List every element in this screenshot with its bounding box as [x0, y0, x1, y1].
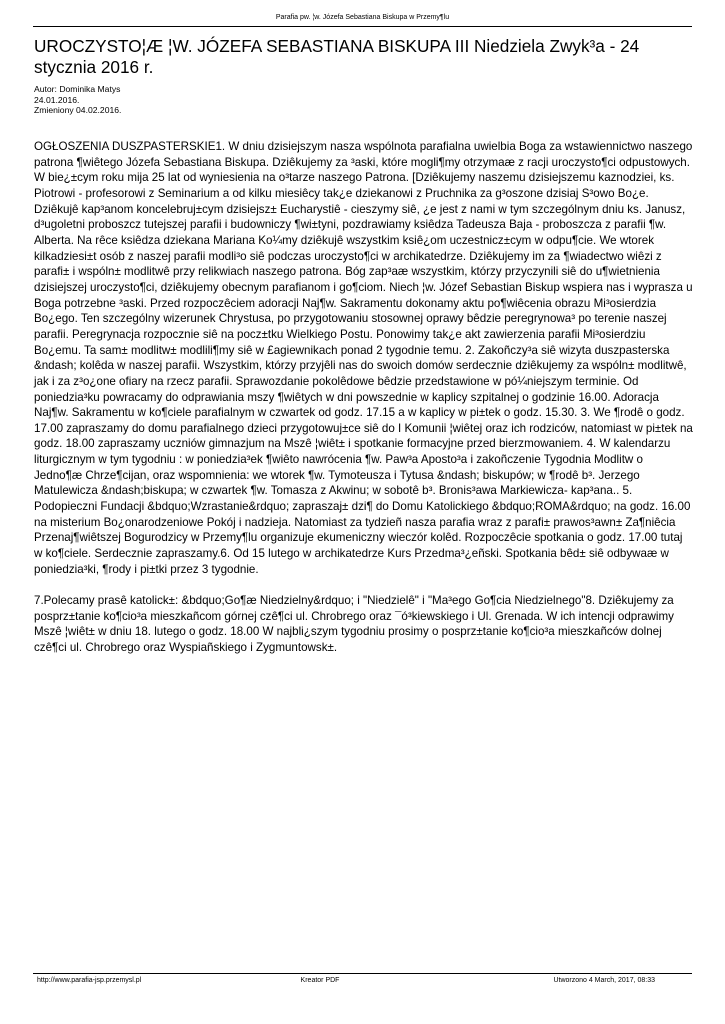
document-title: UROCZYSTO¦Æ ¦W. JÓZEFA SEBASTIANA BISKUPA III Niedziela Zwyk³a - 24 stycznia 2016 r. [34, 36, 640, 77]
footer-created: Utworzono 4 March, 2017, 08:33 [553, 977, 655, 984]
document-meta [34, 84, 121, 116]
page-header: Parafia pw. ¦w. Józefa Sebastiana Biskupa w Przemy¶lu [275, 14, 450, 21]
footer-divider [33, 973, 692, 974]
body-paragraph: OGŁOSZENIA DUSZPASTERSKIE1. W dniu dzisiejszym nasza wspólnota parafialna uwielbia Boga za wstawiennictwo naszego patrona ¶wiêtego Józefa Sebastiana Biskupa. Dziêkujemy za ³aski, które mogli¶my otrzymaæ z racji uroczysto¶ci odpustowych. W bie¿±cym roku mija 25 lat od wyniesienia na o³tarze naszego Patrona. [Dziêkujemy naszemu dzisiejszemu kaznodziei, ks. Piotrowi - profesorowi z Seminarium a od kilku miesiêcy tak¿e dziekanowi z Pruchnika za g³oszone dzisiaj S³owo Bo¿e. Dziêkujê kap³anom koncelebruj±cym dzisiejsz± Eucharystiê - cieszymy siê, ¿e jest z nami w tym szczególnym dniu ks. Janusz, d³ugoletni proboszcz tutejszej parafii i budowniczy ¶wi±tyni, pozdrawiamy ksiêdza Tadeusza Baja - proboszcza z parafii ¶w. Alberta. Na rêce ksiêdza dziekana Mariana Ko¼my dziêkujê wszystkim ksiê¿om uczestnicz±cym w odpu¶cie. We wtorek kilkadziesi±t osób z naszej parafii modli³o siê podczas uroczysto¶ci w archikatedrze. Dziêkujemy im za ¶wiadectwo wiêzi z parafi± i wspóln± modlitwê przy relikwiach naszego patrona. Bóg zap³aæ wszystkim, którzy przyczynili siê do u¶wietnienia dzisiejszej uroczysto¶ci, dziêkujemy obecnym parafianom i go¶ciom. Niech ¦w. Józef Sebastian Biskup wspiera nas i wyprasza u Boga potrzebne ³aski. Przed rozpoczêciem adoracji Naj¶w. Sakramentu dokonamy aktu po¶wiêcenia obrazu Mi³osierdzia Bo¿ego. Ten szczególny wizerunek Chrystusa, po przygotowaniu stosownej oprawy bêdzie peregrynowa³ po terenie naszej parafii. Peregrynacja rozpocznie siê na pocz±tku Wielkiego Postu. Ponowimy tak¿e akt zawierzenia parafii Mi³osierdziu Bo¿emu. Ta sam± modlitw± modlili¶my siê w £agiewnikach ponad 2 tygodnie temu. 2. Zakoñczy³a siê wizyta duszpasterska &ndash; kolêda w naszej parafii. Wszystkim, którzy przyjêli nas do swoich domów serdecznie dziêkujemy za wspóln± modlitwê, jak i za z³o¿one ofiary na rzecz parafii. Sprawozdanie pokolêdowe bêdzie przedstawione w pó¼niejszym terminie. Od poniedzia³ku powracamy do odprawiania mszy ¶wiêtych w dni powszednie w kaplicy szpitalnej o godzinie 16.00. Adoracja Naj¶w. Sakramentu w ko¶ciele parafialnym w czwartek od godz. 17.15 a w kaplicy w pi±tek o godz. 15.30. 3. We ¶rodê o godz. 17.00 zapraszamy do domu parafialnego dzieci przygotowuj±ce siê do I Komunii ¦wiêtej oraz ich rodziców, natomiast w pi±tek na godz. 18.00 zapraszamy uczniów gimnazjum na Mszê ¦wiêt± i spotkanie formacyjne przed bierzmowaniem. 4. W kalendarzu liturgicznym w tym tygodniu : w poniedzia³ek ¶wiêto nawrócenia ¶w. Paw³a Aposto³a i zakoñczenie Tygodnia Modlitw o Jedno¶æ Chrze¶cijan, oraz wspomnienia: we wtorek ¶w. Tymoteusza i Tytusa &ndash; biskupów; w ¶rodê b³. Jerzego Matulewicza &ndash;biskupa; w czwartek ¶w. Tomasza z Akwinu; w sobotê b³. Bronis³awa Markiewicza- kap³ana.. 5. Podopieczni Fundacji &bdquo;Wzrastanie&rdquo; zapraszaj± dzi¶ do Domu Katolickiego &bdquo;ROMA&rdquo; na godz. 16.00 na misterium Bo¿onarodzeniowe Pokój i nadzieja. Natomiast za tydzieñ nasza parafia wraz z parafi± prawos³awn± Za¶niêcia Przenaj¶wiêtszej Bogurodzicy w Przemy¶lu organizuje ekumeniczny wieczór kolêd. Rozpoczêcie spotkania o godz. 17.00 tutaj w ko¶ciele. Serdecznie zapraszamy.6. Od 15 lutego w archikatedrze Kurs Przedma³¿eñski. Spotkania bêd± siê odbywaæ w poniedzia³ki, ¶rody i pi±tki przez 3 tygodnie. [34, 140, 693, 576]
footer-url[interactable]: http://www.parafia-jsp.przemysl.pl [37, 977, 142, 984]
author-line: Autor: Dominika Matys [34, 84, 121, 94]
body-paragraph: 7.Polecamy prasê katolick±: &bdquo;Go¶æ Niedzielny&rdquo; i "Niedzielê" i "Ma³ego Go¶cia Niedzielnego"8. Dziêkujemy za posprz±tanie ko¶cio³a mieszkañcom górnej czê¶ci ul. Chrobrego oraz ¯ó³kiewskiego i Ul. Grenada. W ich intencji odprawimy Mszê ¦wiêt± w dniu 18. lutego o godz. 18.00 W najbli¿szym tygodniu prosimy o posprz±tanie ko¶cio³a mieszkañców dolnej czê¶ci ul. Chrobrego oraz Wyspiañskiego i Zygmuntowsk±. [34, 593, 674, 654]
document-body [34, 139, 694, 656]
created-date: 24.01.2016. [34, 94, 80, 105]
footer-generator: Kreator PDF [300, 977, 340, 984]
header-divider [33, 26, 692, 27]
modified-date: Zmieniony 04.02.2016. [34, 105, 122, 116]
